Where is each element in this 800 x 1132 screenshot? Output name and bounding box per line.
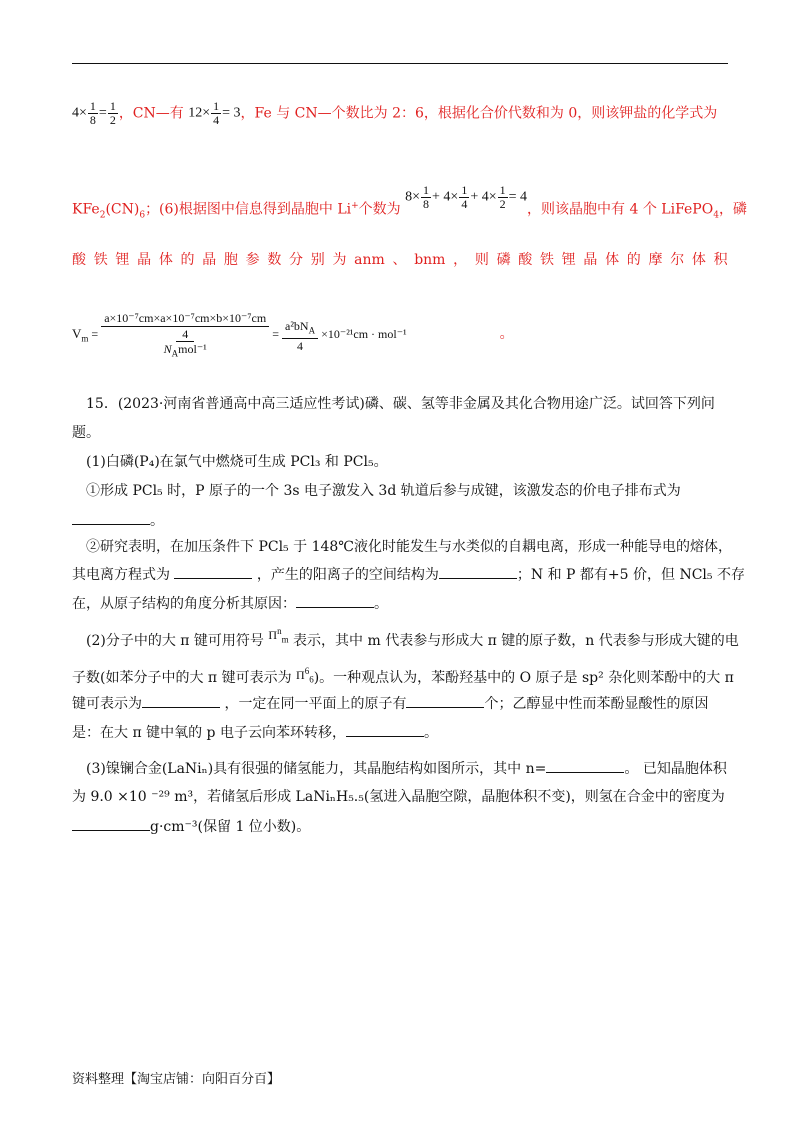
solution-line-3-token: 别 — [310, 252, 325, 268]
solution-line-3-token: 、 — [392, 252, 407, 268]
q15-part3-line-2: 为 9.0 ×10 ⁻²⁹ m³，若储氢后形成 LaNiₙH₅.₅(氢进入晶胞空隙，晶胞体积不变)，则氢在合金中的密度为 — [72, 789, 725, 805]
q15-part3-line-3: g·cm⁻³(保留 1 位小数)。 — [72, 816, 728, 837]
solution-line-3-token: 铁 — [93, 252, 108, 268]
q15-stem-line-2: 题。 — [72, 425, 100, 441]
q15-stem-line-1: 15．(2023·河南省普通高中高三适应性考试)磷、碳、氢等非金属及其化合物用途广泛。试回答下列问 — [86, 396, 715, 412]
solution-line-3-token: 体 — [691, 252, 706, 268]
solution-line-3-token: 晶 — [137, 252, 152, 268]
solution-line-3-token: 体 — [158, 252, 173, 268]
q15-part2-line-3: 键可表示为 ，一定在同一平面上的原子有 个；乙醇显中性而苯酚显酸性的原因 — [72, 693, 728, 714]
q15-part1: (1)白磷(P₄)在氯气中燃烧可生成 PCl₃ 和 PCl₅。 — [86, 454, 388, 470]
solution-line-3-token: 胞 — [223, 252, 238, 268]
solution-line-3-token: anm — [354, 252, 385, 268]
solution-line-3-token: 分 — [289, 252, 304, 268]
q15-part1a-line-2: 。 — [72, 510, 728, 531]
answer-blank-3-density[interactable] — [72, 816, 150, 831]
answer-blank-2-atoms[interactable] — [406, 693, 484, 708]
solution-line-2: $KFe_2(CN)_6$；(6)根据图中信息得到晶胞中 Li+个数为 8× $\frac{1}{8}$ + 4× $\frac{1}{4}$ + 4× $\frac{1}{2}$ = 4，则该晶胞中有 4 个 LiFePO$_4$，磷 — [72, 183, 747, 221]
solution-line-3-token: 磷 — [496, 252, 511, 268]
solution-line-3 — [72, 250, 728, 270]
solution-line-3-token: 锂 — [561, 252, 576, 268]
solution-line-3-token: 为 — [332, 252, 347, 268]
solution-line-3-token: 积 — [713, 252, 728, 268]
solution-line-3-token: bnm — [414, 252, 446, 268]
footer-source: 资料整理【淘宝店铺：向阳百分百】 — [72, 1072, 281, 1087]
solution-line-3-token: 铁 — [539, 252, 554, 268]
pi-symbol: $\Pi^n_m$ — [268, 626, 289, 645]
solution-line-3-token: 锂 — [115, 252, 130, 268]
solution-line-3-token: 酸 — [518, 252, 533, 268]
molar-volume-formula: $V_m$ = a×10⁻⁷cm×a×10⁻⁷cm×b×10⁻⁷cm 4 $N_Amol^{-1}$ = $\frac{a^2bN_A}{4}$ ×10⁻²¹cm · mol⁻¹ 。 — [72, 311, 514, 359]
q15-part1b-line-3: 在，从原子结构的角度分析其原因： 。 — [72, 593, 728, 614]
q15-part1b-line-2: 其电离方程式为 ，产生的阳离子的空间结构为 ；N 和 P 都有+5 价，但 NCl₅ 不存 — [72, 564, 728, 585]
answer-blank-1b-equation[interactable] — [174, 564, 252, 579]
solution-line-3-token: 的 — [180, 252, 195, 268]
solution-line-3-token: 参 — [245, 252, 260, 268]
solution-line-3-token: 尔 — [670, 252, 685, 268]
solution-line-3-token: 数 — [267, 252, 282, 268]
solution-line-3-token: 晶 — [202, 252, 217, 268]
answer-blank-1b-reason[interactable] — [296, 593, 374, 608]
answer-blank-2-reason[interactable] — [346, 722, 424, 737]
solution-line-3-token: 晶 — [583, 252, 598, 268]
q15-part2-line-1: (2)分子中的大 π 键可用符号 $\Pi^n_m$ 表示，其中 m 代表参与形成大 π 键的原子数，n 代表参与形成大键的电 — [72, 627, 742, 655]
q15-part2-line-4: 是：在大 π 键中氧的 p 电子云向苯环转移， 。 — [72, 722, 728, 743]
solution-line-3-token: 酸 — [72, 252, 86, 268]
solution-line-3-token: 则 — [474, 252, 489, 268]
solution-line-3-token: 摩 — [648, 252, 663, 268]
q15-part1b-line-1: ②研究表明，在加压条件下 PCl₅ 于 148℃液化时能发生与水类似的自耦电离，形成一种能导电的熔体， — [86, 539, 732, 555]
header-rule — [72, 63, 728, 64]
solution-line-3-token: ， — [453, 252, 468, 268]
benzene-pi-symbol: $\Pi^6_6$ — [296, 666, 314, 685]
solution-line-3-token: 的 — [626, 252, 641, 268]
answer-blank-1b-structure[interactable] — [439, 564, 517, 579]
q15-part1a-line-1: ①形成 PCl₅ 时，P 原子的一个 3s 电子激发入 3d 轨道后参与成键，该激发态的价电子排布式为 — [86, 483, 681, 499]
solution-line-1: 4× $\frac{1}{8}$ = $\frac{1}{2}$ ，CN—有 12× $\frac{1}{4}$ = 3，Fe 与 CN—个数比为 2：6，根据化合价代数和为 0，则该钾盐的化学式为 — [72, 99, 718, 127]
solution-line-3-token: 体 — [605, 252, 620, 268]
answer-blank-2-pi[interactable] — [142, 693, 220, 708]
q15-part3-line-1: (3)镍镧合金(LaNiₙ)具有很强的储氢能力，其晶胞结构如图所示，其中 n= 。 已知晶胞体积 — [72, 758, 742, 779]
answer-blank-3-n[interactable] — [546, 758, 624, 773]
q15-part2-line-2: 子数(如苯分子中的大 π 键可表示为 $\Pi^6_6$)。一种观点认为，苯酚羟基中的 O 原子是 sp² 杂化则苯酚中的大 π — [72, 664, 728, 692]
answer-blank-1a[interactable] — [72, 510, 150, 525]
